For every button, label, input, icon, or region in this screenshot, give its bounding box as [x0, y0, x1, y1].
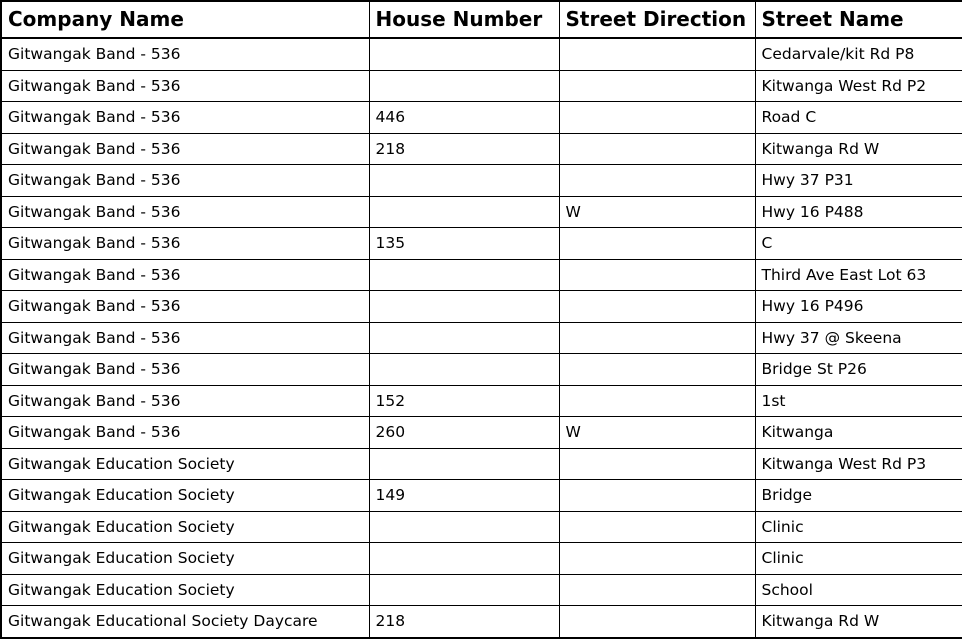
cell-company-name: Gitwangak Band - 536: [1, 322, 369, 354]
cell-house-number: [369, 354, 559, 386]
cell-house-number: 152: [369, 385, 559, 417]
cell-company-name: Gitwangak Band - 536: [1, 165, 369, 197]
table-row: [1, 606, 962, 638]
cell-house-number: [369, 291, 559, 323]
cell-house-number: 260: [369, 417, 559, 449]
cell-company-name: Gitwangak Band - 536: [1, 259, 369, 291]
column-header-street-direction: Street Direction: [559, 1, 755, 38]
table-header-row: [1, 1, 962, 38]
table-row: [1, 228, 962, 260]
table-row: [1, 385, 962, 417]
cell-company-name: Gitwangak Band - 536: [1, 196, 369, 228]
cell-street-name: Hwy 37 P31: [755, 165, 962, 197]
cell-house-number: 135: [369, 228, 559, 260]
cell-street-name: Hwy 16 P488: [755, 196, 962, 228]
column-header-house-number: House Number: [369, 1, 559, 38]
cell-street-name: Kitwanga: [755, 417, 962, 449]
cell-company-name: Gitwangak Band - 536: [1, 38, 369, 70]
cell-street-direction: [559, 480, 755, 512]
cell-street-direction: [559, 133, 755, 165]
cell-street-name: Clinic: [755, 543, 962, 575]
column-header-company-name: Company Name: [1, 1, 369, 38]
cell-street-direction: [559, 606, 755, 638]
table-body: [1, 38, 962, 638]
cell-house-number: [369, 511, 559, 543]
cell-street-direction: W: [559, 196, 755, 228]
table-row: [1, 291, 962, 323]
cell-street-name: 1st: [755, 385, 962, 417]
cell-company-name: Gitwangak Band - 536: [1, 228, 369, 260]
cell-street-name: Kitwanga West Rd P3: [755, 448, 962, 480]
cell-street-name: Bridge: [755, 480, 962, 512]
table-row: [1, 322, 962, 354]
cell-street-direction: [559, 291, 755, 323]
table-row: [1, 543, 962, 575]
cell-house-number: [369, 448, 559, 480]
cell-street-direction: [559, 70, 755, 102]
cell-street-direction: [559, 322, 755, 354]
cell-street-name: C: [755, 228, 962, 260]
cell-street-name: Kitwanga West Rd P2: [755, 70, 962, 102]
table-row: [1, 38, 962, 70]
cell-street-name: Cedarvale/kit Rd P8: [755, 38, 962, 70]
cell-company-name: Gitwangak Band - 536: [1, 133, 369, 165]
table-row: [1, 102, 962, 134]
table-row: [1, 133, 962, 165]
cell-company-name: Gitwangak Education Society: [1, 574, 369, 606]
cell-company-name: Gitwangak Band - 536: [1, 70, 369, 102]
cell-company-name: Gitwangak Band - 536: [1, 354, 369, 386]
cell-house-number: 446: [369, 102, 559, 134]
cell-street-name: Kitwanga Rd W: [755, 606, 962, 638]
cell-street-direction: [559, 165, 755, 197]
cell-company-name: Gitwangak Education Society: [1, 448, 369, 480]
cell-house-number: 218: [369, 606, 559, 638]
cell-house-number: [369, 70, 559, 102]
cell-street-direction: [559, 228, 755, 260]
cell-company-name: Gitwangak Education Society: [1, 480, 369, 512]
cell-company-name: Gitwangak Band - 536: [1, 417, 369, 449]
cell-company-name: Gitwangak Band - 536: [1, 291, 369, 323]
cell-street-direction: [559, 543, 755, 575]
cell-street-name: Bridge St P26: [755, 354, 962, 386]
column-header-street-name: Street Name: [755, 1, 962, 38]
cell-house-number: [369, 38, 559, 70]
cell-street-name: Road C: [755, 102, 962, 134]
cell-house-number: [369, 165, 559, 197]
cell-street-direction: [559, 38, 755, 70]
cell-house-number: 218: [369, 133, 559, 165]
table-row: [1, 196, 962, 228]
table-row: [1, 259, 962, 291]
table-row: [1, 354, 962, 386]
cell-street-direction: [559, 448, 755, 480]
cell-house-number: 149: [369, 480, 559, 512]
table-row: [1, 70, 962, 102]
table-row: [1, 574, 962, 606]
cell-street-name: Hwy 16 P496: [755, 291, 962, 323]
cell-street-direction: [559, 259, 755, 291]
cell-company-name: Gitwangak Band - 536: [1, 385, 369, 417]
cell-street-direction: [559, 574, 755, 606]
cell-company-name: Gitwangak Educational Society Daycare: [1, 606, 369, 638]
cell-street-direction: [559, 354, 755, 386]
table-row: [1, 417, 962, 449]
cell-street-direction: [559, 385, 755, 417]
cell-company-name: Gitwangak Education Society: [1, 543, 369, 575]
cell-street-name: Third Ave East Lot 63: [755, 259, 962, 291]
cell-house-number: [369, 574, 559, 606]
table-header: [1, 1, 962, 38]
table-row: [1, 511, 962, 543]
cell-street-name: Kitwanga Rd W: [755, 133, 962, 165]
cell-street-name: Hwy 37 @ Skeena: [755, 322, 962, 354]
cell-house-number: [369, 322, 559, 354]
cell-street-direction: [559, 102, 755, 134]
table-row: [1, 480, 962, 512]
cell-house-number: [369, 259, 559, 291]
cell-company-name: Gitwangak Education Society: [1, 511, 369, 543]
cell-street-name: School: [755, 574, 962, 606]
cell-street-direction: [559, 511, 755, 543]
cell-house-number: [369, 543, 559, 575]
cell-street-direction: W: [559, 417, 755, 449]
cell-street-name: Clinic: [755, 511, 962, 543]
cell-company-name: Gitwangak Band - 536: [1, 102, 369, 134]
table-row: [1, 165, 962, 197]
cell-house-number: [369, 196, 559, 228]
table-row: [1, 448, 962, 480]
